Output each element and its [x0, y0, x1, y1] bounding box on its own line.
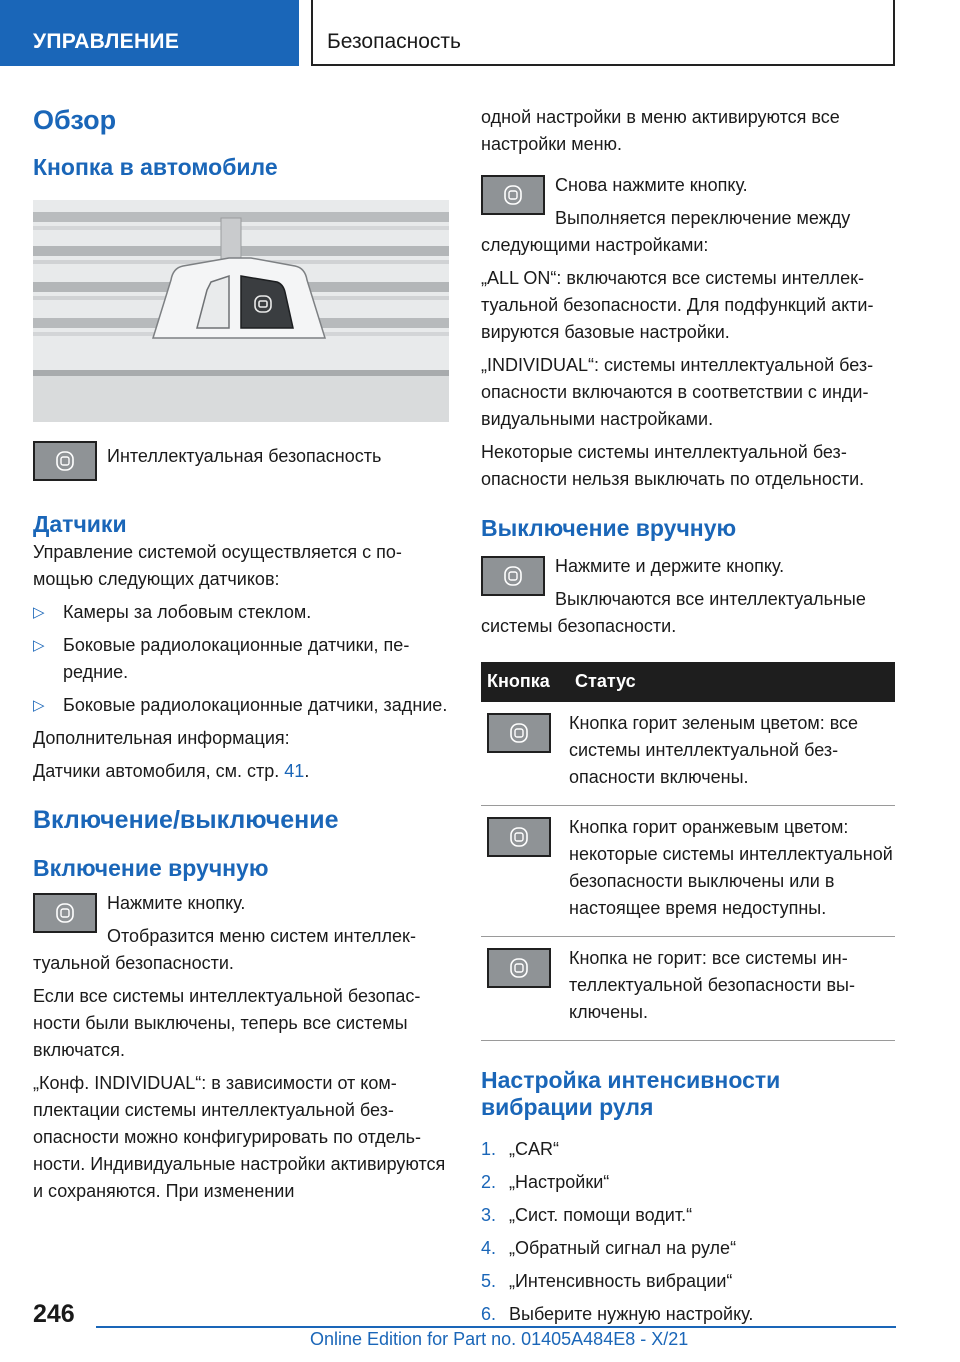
heading-vibration: Настройка интенсивности вибрации руля [481, 1066, 781, 1121]
heading-manual-on: Включение вручную [33, 854, 269, 881]
dashboard-button-illustration [33, 200, 449, 422]
list-item: ▷ Боковые радиолокационные датчики, задние. [33, 692, 449, 719]
icon-caption: Интеллектуальная безопасность [107, 445, 382, 466]
heading-button-in-car: Кнопка в автомобиле [33, 154, 278, 181]
heading-overview: Обзор [33, 105, 117, 135]
driver-assist-icon [33, 441, 97, 481]
vibration-steps [481, 1136, 895, 1328]
individual-text: „INDIVIDUAL“: системы интеллектуальной безопасности включаются в соответствии с индивидуальными настройками. [481, 355, 874, 429]
list-item: 3. „Сист. помощи водит.“ [481, 1204, 693, 1225]
list-item: 4. „Обратный сигнал на руле“ [481, 1237, 737, 1258]
button-photo [33, 200, 449, 422]
heading-manual-off: Выключение вручную [481, 515, 737, 541]
list-item: 1. „CAR“ [481, 1138, 559, 1159]
continued-text: одной настройки в меню активируются все настройки меню. [481, 107, 840, 154]
conf-individual-text: „Конф. INDIVIDUAL“: в зависимости от комплектации системы интеллектуальной безопасности можно конфигурировать по отдельности. Индивидуальные настройки активируются и сохраняются. При изменении [33, 1073, 446, 1202]
page-link[interactable]: 41 [284, 760, 305, 781]
col-header-button: Кнопка [481, 662, 569, 702]
heading-on-off: Включение/выключение [33, 805, 339, 834]
status-cell: Кнопка горит оранжевым цветом: некоторые системы интеллектуальной безопасности выключены или в настоящее время недоступны. [569, 805, 895, 936]
driver-assist-icon [33, 893, 97, 933]
footer-divider [96, 1326, 896, 1328]
menu-shown-text: Отобразится меню систем интеллектуальной безопасности. [33, 926, 416, 974]
list-item: ▷ Боковые радиолокационные датчики, передние. [33, 632, 449, 686]
status-table [481, 662, 895, 1041]
heading-sensors: Датчики [33, 510, 127, 537]
sensors-list [33, 599, 449, 719]
footer-edition: Online Edition for Part no. 01405A484E8 - X/21 [310, 1329, 689, 1349]
all-on-text: „ALL ON“: включаются все системы интеллектуальной безопасности. Для подфункций активируются базовые настройки. [481, 268, 874, 342]
section-tab: УПРАВЛЕНИЕ [0, 0, 299, 66]
if-all-off-text: Если все системы интеллектуальной безопасности были выключены, теперь все системы включатся. [33, 986, 421, 1061]
driver-assist-icon [487, 713, 551, 753]
table-row [481, 936, 895, 1040]
triangle-bullet-icon: ▷ [33, 603, 45, 621]
more-info-label: Дополнительная информация: [33, 727, 290, 748]
driver-assist-icon [481, 175, 545, 215]
sensors-intro: Управление системой осуществляется с помощью следующих датчиков: [33, 541, 402, 589]
list-item: 2. „Настройки“ [481, 1171, 610, 1192]
list-item: ▷ Камеры за лобовым стеклом. [33, 599, 449, 626]
right-column [481, 104, 895, 1334]
driver-assist-icon [487, 817, 551, 857]
status-cell: Кнопка не горит: все системы интеллектуальной безопасности выключены. [569, 936, 895, 1040]
triangle-bullet-icon: ▷ [33, 636, 45, 654]
list-item: 6. Выберите нужную настройку. [481, 1303, 754, 1324]
sensors-reference: Датчики автомобиля, см. стр. 41. [33, 760, 310, 781]
page-number: 246 [33, 1300, 75, 1328]
list-item: 5. „Интенсивность вибрации“ [481, 1270, 733, 1291]
some-cannot-text: Некоторые системы интеллектуальной безопасности нельзя выключать по отдельности. [481, 442, 865, 489]
col-header-status: Статус [569, 662, 895, 702]
driver-assist-icon [487, 948, 551, 988]
press-again-text: Снова нажмите кнопку. [555, 175, 748, 195]
press-hold-text: Нажмите и держите кнопку. [555, 555, 785, 576]
page-header [0, 0, 960, 66]
driver-assist-icon [481, 556, 545, 596]
press-button-text: Нажмите кнопку. [107, 893, 246, 914]
table-header-row [481, 662, 895, 702]
table-row [481, 805, 895, 936]
chapter-title: Безопасность [311, 0, 895, 66]
switching-text: Выполняется переключение между следующими настройками: [481, 208, 851, 255]
triangle-bullet-icon: ▷ [33, 696, 45, 714]
table-row [481, 702, 895, 806]
left-column [33, 104, 449, 1211]
status-cell: Кнопка горит зеленым цветом: все системы интеллектуальной безопасности включены. [569, 702, 895, 806]
all-off-text: Выключаются все интеллектуальные системы безопасности. [481, 588, 866, 636]
